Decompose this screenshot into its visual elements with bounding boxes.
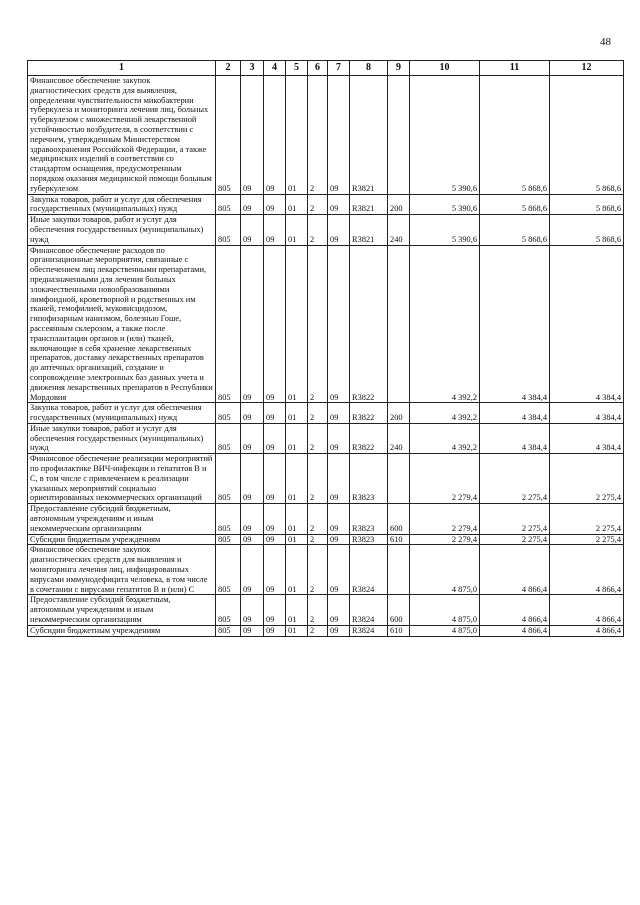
admin-code-cell: 805: [216, 625, 241, 636]
amount-year1-cell: 4 875,0: [410, 545, 480, 595]
amount-year1-cell: 4 875,0: [410, 595, 480, 625]
header-cell: 8: [350, 61, 388, 76]
event-cell: 09: [328, 625, 350, 636]
amount-year2-cell: 4 866,4: [480, 545, 550, 595]
amount-year1-cell: 4 875,0: [410, 625, 480, 636]
header-cell: 7: [328, 61, 350, 76]
table-row: [28, 423, 624, 453]
table-body: [28, 76, 624, 637]
item-name-cell: Иные закупки товаров, работ и услуг для обеспечения государственных (муниципальных) нужд: [28, 423, 216, 453]
amount-year3-cell: 5 868,6: [550, 76, 624, 195]
amount-year1-cell: 4 392,2: [410, 423, 480, 453]
subprogram-cell: 2: [308, 194, 328, 215]
subsection-cell: 09: [264, 245, 286, 403]
subsection-cell: 09: [264, 423, 286, 453]
table-row: [28, 403, 624, 424]
event-cell: 09: [328, 76, 350, 195]
amount-year2-cell: 4 866,4: [480, 625, 550, 636]
header-cell: 3: [241, 61, 264, 76]
subprogram-cell: 2: [308, 625, 328, 636]
subsection-cell: 09: [264, 534, 286, 545]
table-row: [28, 245, 624, 403]
amount-year3-cell: 2 275,4: [550, 504, 624, 534]
header-cell: 5: [286, 61, 308, 76]
target-code-cell: R3824: [350, 545, 388, 595]
program-cell: 01: [286, 403, 308, 424]
item-name-cell: Иные закупки товаров, работ и услуг для обеспечения государственных (муниципальных) нужд: [28, 215, 216, 245]
amount-year3-cell: 4 866,4: [550, 545, 624, 595]
amount-year3-cell: 4 384,4: [550, 423, 624, 453]
subsection-cell: 09: [264, 194, 286, 215]
header-cell: 12: [550, 61, 624, 76]
target-code-cell: R3823: [350, 504, 388, 534]
section-cell: 09: [241, 215, 264, 245]
section-cell: 09: [241, 625, 264, 636]
item-name-cell: Предоставление субсидий бюджетным, автономным учреждениям и иным некоммерческим организациям: [28, 504, 216, 534]
event-cell: 09: [328, 545, 350, 595]
table-row: [28, 545, 624, 595]
amount-year2-cell: 2 275,4: [480, 504, 550, 534]
program-cell: 01: [286, 423, 308, 453]
admin-code-cell: 805: [216, 423, 241, 453]
item-name-cell: Закупка товаров, работ и услуг для обеспечения государственных (муниципальных) нужд: [28, 403, 216, 424]
expense-type-cell: [388, 245, 410, 403]
program-cell: 01: [286, 534, 308, 545]
subprogram-cell: 2: [308, 423, 328, 453]
section-cell: 09: [241, 245, 264, 403]
program-cell: 01: [286, 504, 308, 534]
amount-year3-cell: 4 384,4: [550, 245, 624, 403]
admin-code-cell: 805: [216, 76, 241, 195]
target-code-cell: R3822: [350, 423, 388, 453]
header-cell: 11: [480, 61, 550, 76]
target-code-cell: R3821: [350, 194, 388, 215]
header-cell: 4: [264, 61, 286, 76]
amount-year2-cell: 4 384,4: [480, 245, 550, 403]
amount-year3-cell: 5 868,6: [550, 215, 624, 245]
header-cell: 2: [216, 61, 241, 76]
amount-year1-cell: 4 392,2: [410, 403, 480, 424]
program-cell: 01: [286, 454, 308, 504]
admin-code-cell: 805: [216, 194, 241, 215]
subprogram-cell: 2: [308, 215, 328, 245]
section-cell: 09: [241, 504, 264, 534]
amount-year2-cell: 4 384,4: [480, 423, 550, 453]
program-cell: 01: [286, 76, 308, 195]
item-name-cell: Субсидии бюджетным учреждениям: [28, 625, 216, 636]
budget-table: [27, 60, 624, 637]
amount-year3-cell: 4 866,4: [550, 625, 624, 636]
amount-year3-cell: 4 384,4: [550, 403, 624, 424]
admin-code-cell: 805: [216, 245, 241, 403]
expense-type-cell: 610: [388, 625, 410, 636]
expense-type-cell: 600: [388, 504, 410, 534]
amount-year3-cell: 2 275,4: [550, 454, 624, 504]
amount-year1-cell: 4 392,2: [410, 245, 480, 403]
subsection-cell: 09: [264, 595, 286, 625]
admin-code-cell: 805: [216, 454, 241, 504]
admin-code-cell: 805: [216, 595, 241, 625]
section-cell: 09: [241, 423, 264, 453]
target-code-cell: R3821: [350, 76, 388, 195]
expense-type-cell: [388, 76, 410, 195]
expense-type-cell: 240: [388, 215, 410, 245]
amount-year2-cell: 4 866,4: [480, 595, 550, 625]
table-row: [28, 215, 624, 245]
section-cell: 09: [241, 403, 264, 424]
event-cell: 09: [328, 245, 350, 403]
event-cell: 09: [328, 194, 350, 215]
subsection-cell: 09: [264, 545, 286, 595]
amount-year1-cell: 2 279,4: [410, 504, 480, 534]
target-code-cell: R3823: [350, 534, 388, 545]
section-cell: 09: [241, 194, 264, 215]
subprogram-cell: 2: [308, 245, 328, 403]
target-code-cell: R3822: [350, 245, 388, 403]
target-code-cell: R3823: [350, 454, 388, 504]
amount-year2-cell: 5 868,6: [480, 194, 550, 215]
amount-year3-cell: 5 868,6: [550, 194, 624, 215]
amount-year1-cell: 2 279,4: [410, 454, 480, 504]
table-row: [28, 534, 624, 545]
expense-type-cell: 600: [388, 595, 410, 625]
event-cell: 09: [328, 454, 350, 504]
header-cell: 10: [410, 61, 480, 76]
header-row: [28, 61, 624, 76]
target-code-cell: R3821: [350, 215, 388, 245]
item-name-cell: Финансовое обеспечение расходов по организационные мероприятия, связанные с обеспечением лиц лекарственными препаратами, предназначенными для лечения больных злокачественными новообразованиями лимфоидной, кроветворной и родственных им тканей, гемофилией, муковисцидозом, гипофизарным нанизмом, болезнью Гоше, рассеянным склерозом, а также после трансплантации органов и (или) тканей, включающие в себя хранение лекарственных препаратов, доставку лекарственных препаратов до аптечных организаций, создание и сопровождение электронных баз данных учета и движения лекарственных препаратов в Республики Мордовия: [28, 245, 216, 403]
admin-code-cell: 805: [216, 403, 241, 424]
subprogram-cell: 2: [308, 534, 328, 545]
header-cell: 9: [388, 61, 410, 76]
expense-type-cell: 200: [388, 194, 410, 215]
item-name-cell: Финансовое обеспечение закупок диагностических средств для выявления и мониторинга лечения лиц, инфицированных вирусами иммунодефицита человека, в том числе в сочетании с вирусами гепатитов В и (или) С: [28, 545, 216, 595]
table-row: [28, 595, 624, 625]
admin-code-cell: 805: [216, 545, 241, 595]
amount-year2-cell: 2 275,4: [480, 534, 550, 545]
header-cell: 6: [308, 61, 328, 76]
event-cell: 09: [328, 403, 350, 424]
event-cell: 09: [328, 423, 350, 453]
event-cell: 09: [328, 534, 350, 545]
header-cell: 1: [28, 61, 216, 76]
admin-code-cell: 805: [216, 215, 241, 245]
event-cell: 09: [328, 504, 350, 534]
event-cell: 09: [328, 215, 350, 245]
subprogram-cell: 2: [308, 403, 328, 424]
page-number: 48: [600, 36, 611, 48]
table-row: [28, 194, 624, 215]
table-row: [28, 454, 624, 504]
item-name-cell: Субсидии бюджетным учреждениям: [28, 534, 216, 545]
amount-year2-cell: 2 275,4: [480, 454, 550, 504]
amount-year1-cell: 5 390,6: [410, 76, 480, 195]
target-code-cell: R3822: [350, 403, 388, 424]
item-name-cell: Финансовое обеспечение реализации мероприятий по профилактике ВИЧ-инфекции и гепатитов В и С, в том числе с привлечением к реализации указанных мероприятий социально ориентированных некоммерческих организаций: [28, 454, 216, 504]
table-row: [28, 504, 624, 534]
table-row: [28, 76, 624, 195]
program-cell: 01: [286, 194, 308, 215]
subsection-cell: 09: [264, 625, 286, 636]
expense-type-cell: 240: [388, 423, 410, 453]
item-name-cell: Финансовое обеспечение закупок диагностических средств для выявления, определения чувствительности микобактерии туберкулеза и мониторинга лечения лиц, больных туберкулезом с множественной лекарственной устойчивостью возбудителя, в соответствии с перечнем, утвержденным Министерством здравоохранения Российской Федерации, а также медицинских изделий в соответствии со стандартом оснащения, предусмотренным порядком оказания медицинской помощи больным туберкулезом: [28, 76, 216, 195]
section-cell: 09: [241, 76, 264, 195]
program-cell: 01: [286, 595, 308, 625]
expense-type-cell: [388, 454, 410, 504]
program-cell: 01: [286, 625, 308, 636]
item-name-cell: Предоставление субсидий бюджетным, автономным учреждениям и иным некоммерческим организациям: [28, 595, 216, 625]
section-cell: 09: [241, 454, 264, 504]
expense-type-cell: 200: [388, 403, 410, 424]
program-cell: 01: [286, 245, 308, 403]
subsection-cell: 09: [264, 215, 286, 245]
subprogram-cell: 2: [308, 545, 328, 595]
amount-year1-cell: 2 279,4: [410, 534, 480, 545]
section-cell: 09: [241, 595, 264, 625]
item-name-cell: Закупка товаров, работ и услуг для обеспечения государственных (муниципальных) нужд: [28, 194, 216, 215]
subsection-cell: 09: [264, 76, 286, 195]
admin-code-cell: 805: [216, 534, 241, 545]
section-cell: 09: [241, 534, 264, 545]
section-cell: 09: [241, 545, 264, 595]
target-code-cell: R3824: [350, 625, 388, 636]
amount-year2-cell: 4 384,4: [480, 403, 550, 424]
amount-year2-cell: 5 868,6: [480, 215, 550, 245]
amount-year2-cell: 5 868,6: [480, 76, 550, 195]
amount-year3-cell: 4 866,4: [550, 595, 624, 625]
program-cell: 01: [286, 545, 308, 595]
subsection-cell: 09: [264, 454, 286, 504]
admin-code-cell: 805: [216, 504, 241, 534]
subprogram-cell: 2: [308, 76, 328, 195]
subprogram-cell: 2: [308, 504, 328, 534]
expense-type-cell: 610: [388, 534, 410, 545]
program-cell: 01: [286, 215, 308, 245]
amount-year3-cell: 2 275,4: [550, 534, 624, 545]
target-code-cell: R3824: [350, 595, 388, 625]
subsection-cell: 09: [264, 403, 286, 424]
subprogram-cell: 2: [308, 595, 328, 625]
subsection-cell: 09: [264, 504, 286, 534]
amount-year1-cell: 5 390,6: [410, 194, 480, 215]
subprogram-cell: 2: [308, 454, 328, 504]
table-row: [28, 625, 624, 636]
amount-year1-cell: 5 390,6: [410, 215, 480, 245]
expense-type-cell: [388, 545, 410, 595]
event-cell: 09: [328, 595, 350, 625]
